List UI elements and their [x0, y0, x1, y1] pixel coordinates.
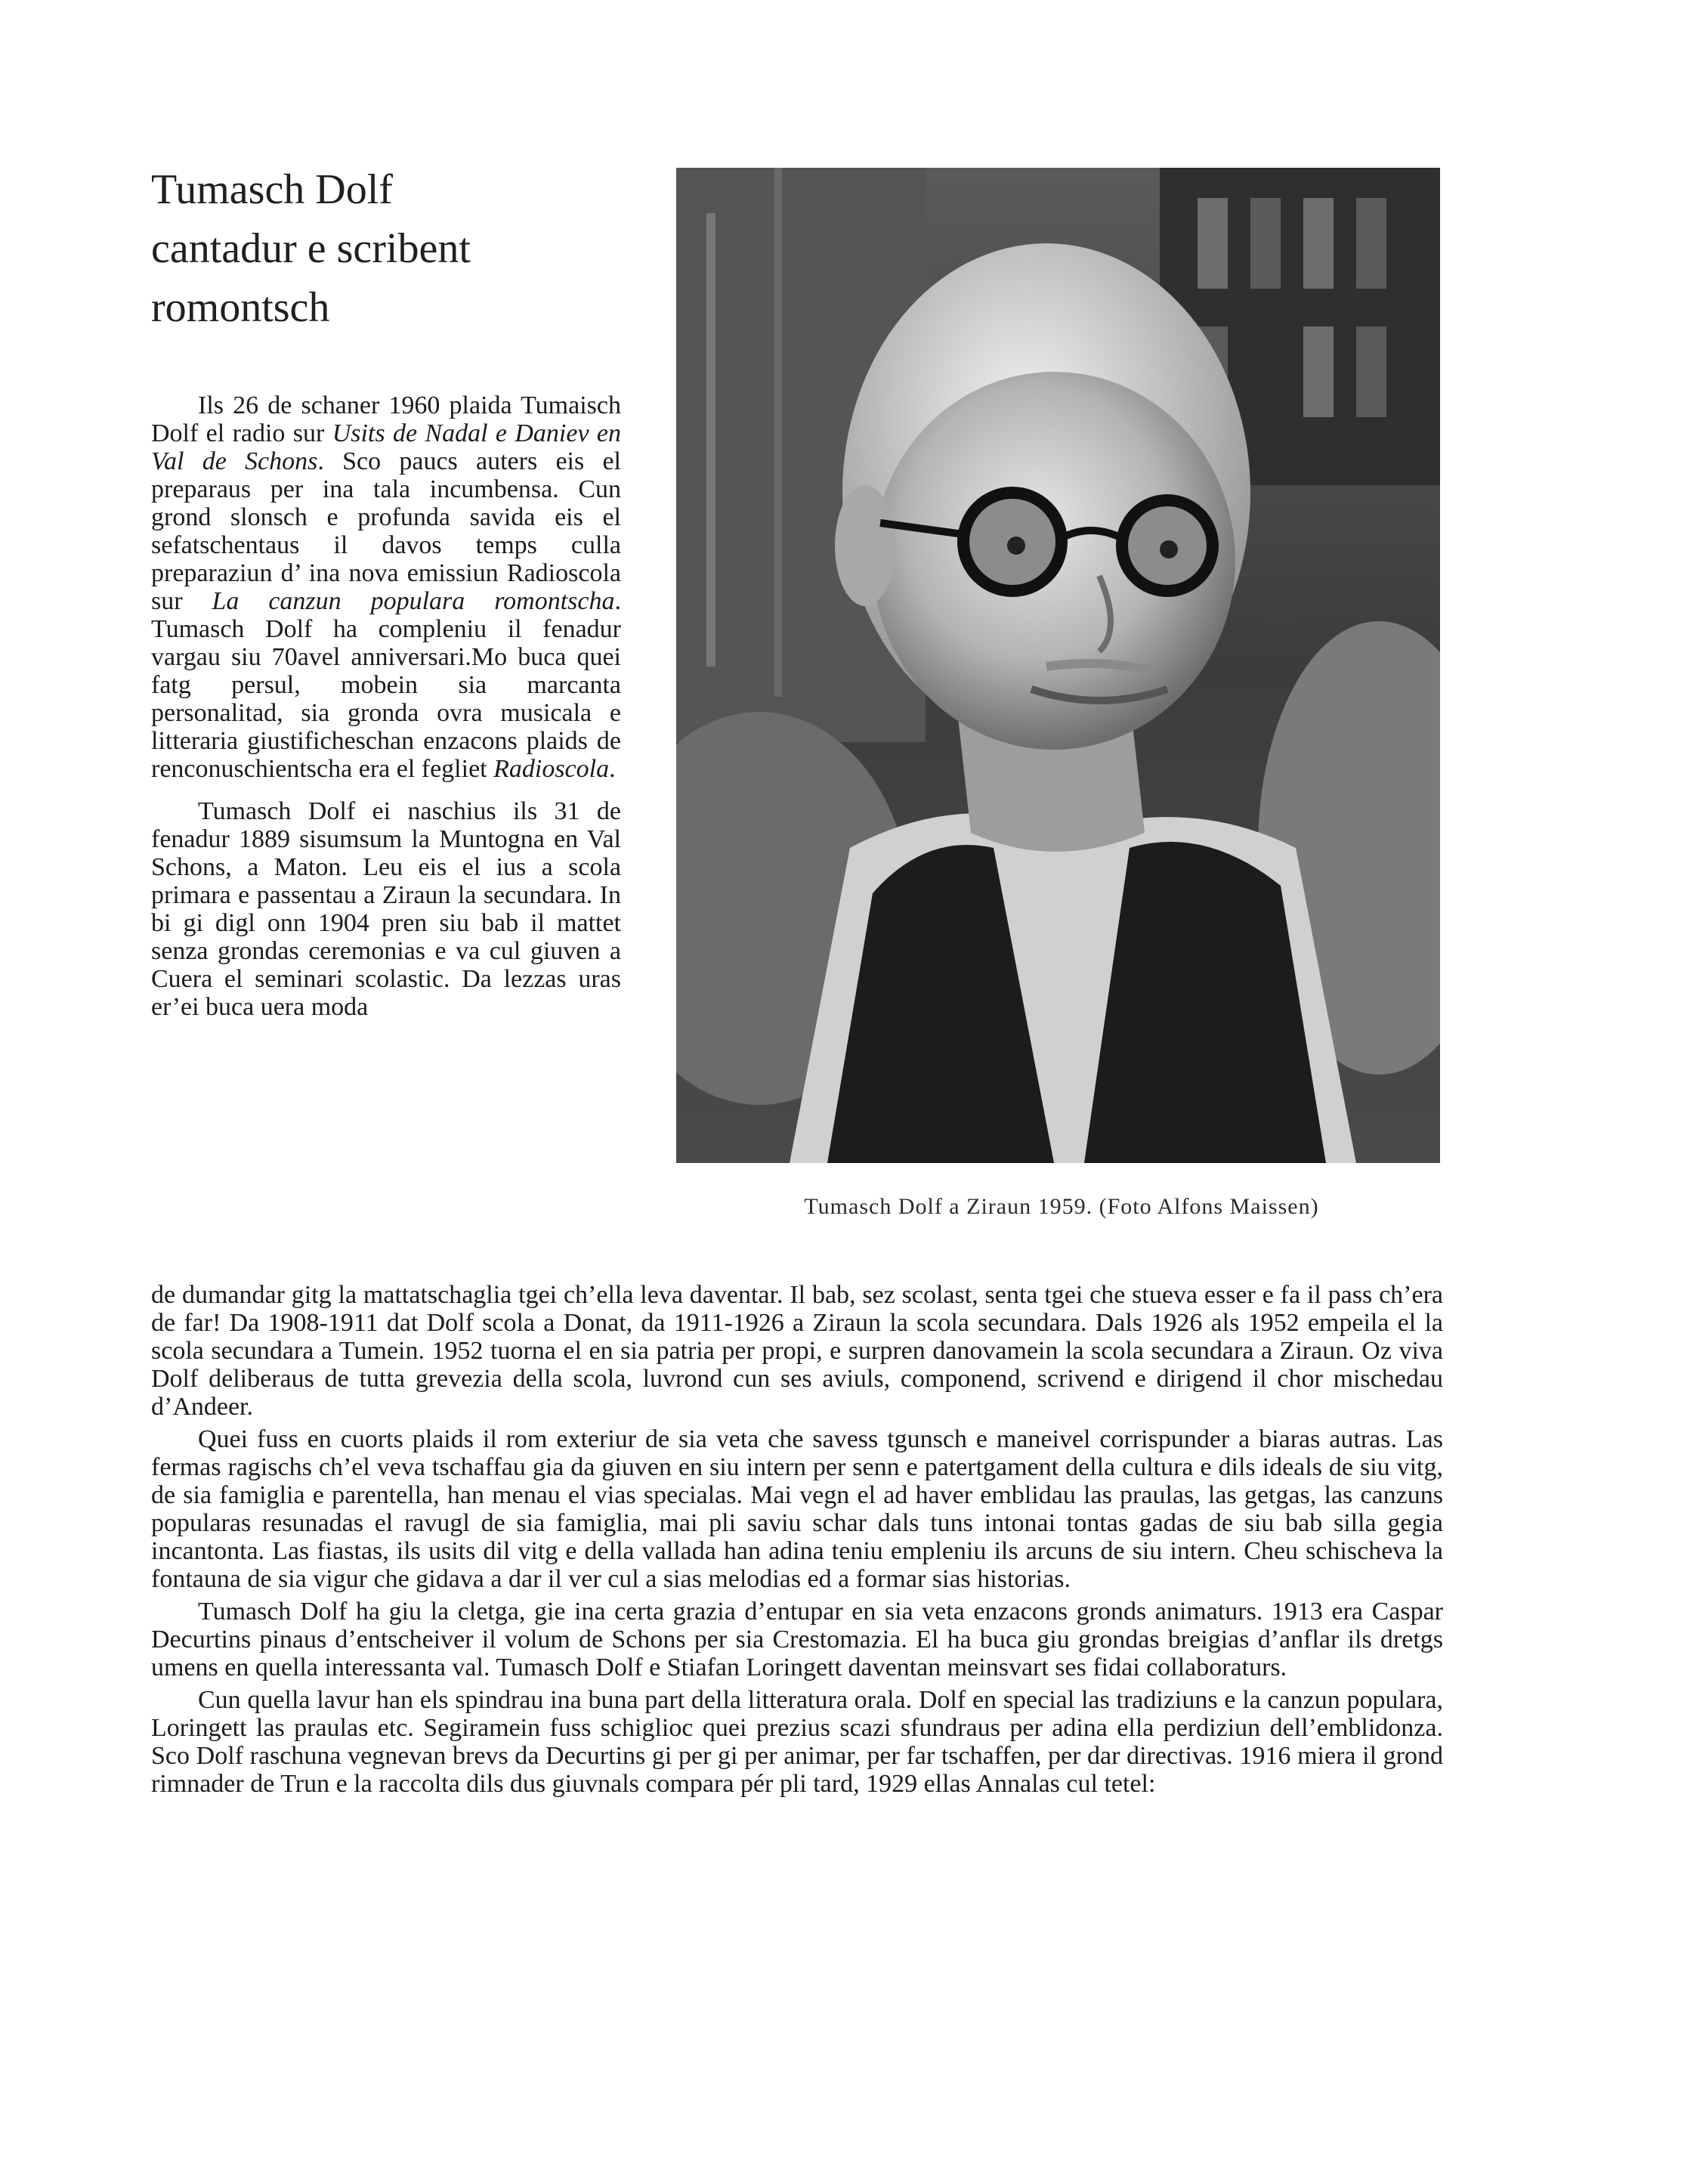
portrait-photo-graphic — [676, 168, 1440, 1163]
intro-text-run: . Tumasch Dolf ha compleniu il fenadur vargau siu 70avel anniversari.Mo buca quei fatg persul, mobein sia marcanta personalitad, sia gronda ovra musicala e litteraria giustificheschan enzacons plaids de renconuschientscha era el fegliet — [151, 587, 622, 783]
birth-paragraph: Tumasch Dolf ei naschius ils 31 de fenadur 1889 sisumsum la Muntogna en Val Schons, a Maton. Leu eis el ius a scola primara e passentau a Ziraun la secundara. In bi gi digl onn 1904 pren siu bab il mattet senza grondas ceremonias e va cul giuven a Cuera el seminari scolastic. Da lezzas uras er’ei buca uera moda — [151, 797, 621, 1021]
paragraph-oral-literature: Cun quella lavur han els spindrau ina buna part della litteratura orala. Dolf en special las tradiziuns e la canzun populara, Loringett las praulas etc. Segiramein fuss schiglioc quei prezius scazi sfundraus per adina ella perdiziun dell’emblidonza. Sco Dolf raschuna vegnevan brevs da Decurtins gi per gi per animar, per far tschaffen, per dar directivas. 1916 miera il grond rimnader de Trun e la raccolta dils dus giuvnals compara pér pli tard, 1929 ellas Annalas cul tetel: — [151, 1686, 1443, 1798]
article-title — [151, 160, 635, 337]
birth-paragraph-continued: de dumandar gitg la mattatschaglia tgei ch’ella leva daventar. Il bab, sez scolast, senta tgei che stueva esser e fa il pass ch’era de far! Da 1908-1911 dat Dolf scola a Donat, da 1911-1926 a Ziraun la scola secundara. Dals 1926 als 1952 empeila el la scola secundara a Tumein. 1952 tuorna el en sia patria per propi, e surpren danovamein la scola secundara a Ziraun. Oz viva Dolf deliberaus de tutta grevezia della scola, luvrond cun ses aviuls, componend, scrivend e dirigend il chor mischedau d’Andeer. — [151, 1281, 1443, 1421]
photo-caption: Tumasch Dolf a Ziraun 1959. (Foto Alfons Maissen) — [804, 1194, 1319, 1219]
paragraph-animators: Tumasch Dolf ha giu la cletga, gie ina certa grazia d’entupar en sia veta enzacons gronds animaturs. 1913 era Caspar Decurtins pinaus d’entscheiver il volum de Schons per sia Crestomazia. El ha buca giu grondas breigias d’anflar ils dretgs umens en quella interessanta val. Tumasch Dolf e Stiafan Loringett daventan meinsvart ses fidai collaboraturs. — [151, 1598, 1443, 1681]
paragraph-roots: Quei fuss en cuorts plaids il rom exteriur de sia veta che savess tgunsch e maneivel corrispunder a biaras autras. Las fermas ragischs ch’el veva tschaffau gia da giuven en siu intern per senn e patertgament della cultura e dils ideals de siu vitg, de sia famiglia e parentella, han menau el vias specialas. Mai vegn el ad haver emblidau las praulas, las getgas, las canzuns popularas resunadas el ravugl de sia famiglia, mai pli saviu schar dals tuns intonai tontas gadas de siu bab silla gegia incantonta. Las fiastas, ils usits dil vitg e della vallada han adina teniu empleniu ils arcuns de siu intern. Cheu schischeva la fontauna de sia vigur che gidava a dar il ver cul a sias melodias ed a formar sias historias. — [151, 1425, 1443, 1593]
title-line-2: cantadur e scribent — [151, 225, 471, 272]
intro-column — [151, 391, 621, 1021]
intro-italic-run: Radioscola — [493, 755, 610, 783]
intro-italic-run: Usits de Nadal e Daniev en Val de Schons — [151, 419, 621, 475]
title-line-3: romontsch — [151, 284, 330, 331]
intro-italic-run: La canzun populara romontscha — [212, 587, 615, 615]
title-line-1: Tumasch Dolf — [151, 166, 393, 213]
intro-paragraph — [151, 391, 621, 783]
intro-text-run: . Sco paucs auters eis el preparaus per ina tala incumbensa. Cun grond slonsch e profunda savida eis el sefatschentaus il davos temps culla preparaziun d’ ina nova emissiun Radioscola sur — [151, 447, 621, 615]
full-width-block-1 — [151, 1281, 1443, 1798]
portrait-photo — [676, 168, 1440, 1163]
intro-text-run: . — [609, 755, 616, 783]
intro-text-run: Ils 26 de schaner 1960 plaida Tumaisch Dolf el radio sur — [151, 391, 621, 447]
